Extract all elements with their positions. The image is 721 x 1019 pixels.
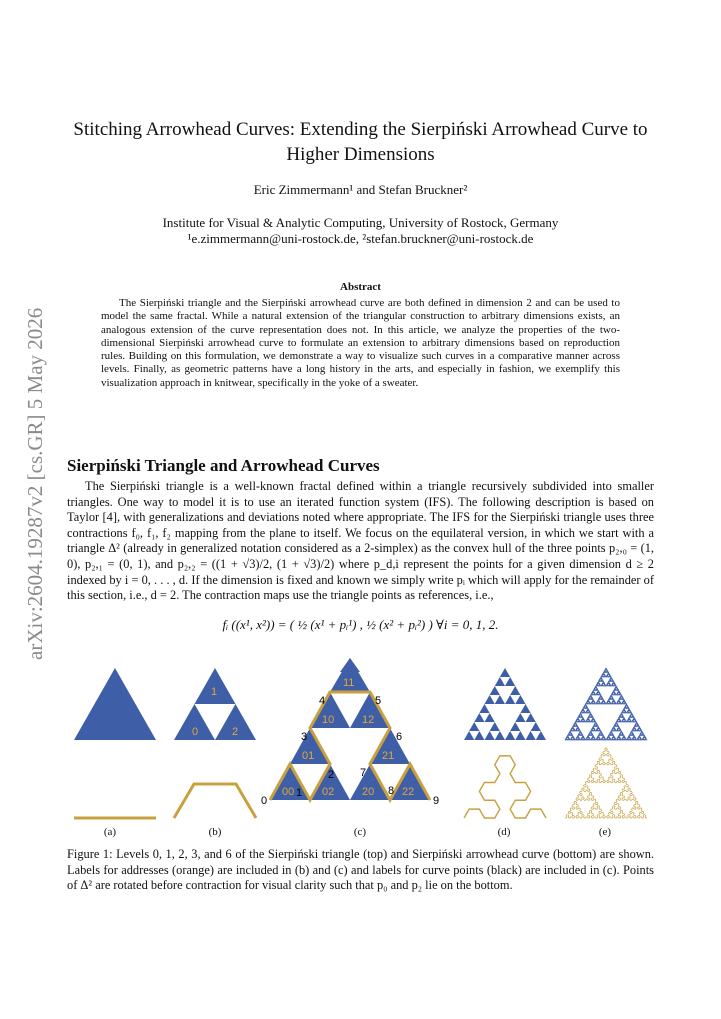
- contraction-equation: fᵢ ((x¹, x²)) = ( ½ (x¹ + pᵢ¹) , ½ (x² + pᵢ²) ) ∀i = 0, 1, 2.: [222, 617, 499, 632]
- subfigure-label-e: (e): [598, 826, 612, 838]
- subfigure-b: [174, 668, 256, 818]
- sierpinski-cell: [490, 722, 500, 731]
- curve-point-label: 8: [388, 785, 395, 797]
- sierpinski-cell: [485, 695, 495, 704]
- sierpinski-cell: [531, 722, 541, 731]
- affiliation: Institute for Visual & Analytic Computing, University of Rostock, Germany: [162, 215, 559, 230]
- address-label: 0: [192, 726, 199, 738]
- author-emails: ¹e.zimmermann@uni-rostock.de, ²stefan.bruckner@uni-rostock.de: [187, 231, 534, 246]
- curve-point-label: 0: [261, 795, 268, 807]
- address-label: 1: [211, 686, 218, 698]
- arrowhead-curve: [464, 756, 546, 818]
- sierpinski-cell: [464, 731, 474, 740]
- paper-authors: Eric Zimmermann¹ and Stefan Bruckner²: [253, 182, 468, 197]
- arxiv-identifier: arXiv:2604.19287v2 [cs.GR] 5 May 2026: [23, 307, 47, 660]
- address-label: 11: [343, 677, 355, 689]
- sierpinski-cell: [469, 722, 479, 731]
- sierpinski-cell: [505, 695, 515, 704]
- address-label: 00: [282, 786, 295, 798]
- address-label: 22: [402, 786, 415, 798]
- sierpinski-cell: [495, 731, 505, 740]
- sierpinski-cell: [485, 731, 495, 740]
- sierpinski-cell: [510, 686, 520, 695]
- subfigure-a: [74, 668, 156, 818]
- address-label: 10: [322, 714, 335, 726]
- triangle-level-0: [74, 668, 156, 740]
- curve-point-label: 3: [301, 731, 308, 743]
- sierpinski-cell: [520, 704, 530, 713]
- sierpinski-cell: [505, 677, 515, 686]
- sierpinski-cell: [500, 668, 510, 677]
- address-label: 01: [302, 750, 315, 762]
- subfigure-c: [261, 658, 439, 807]
- arxiv-side-stamp: [12, 300, 52, 660]
- subfigure-label-c: (c): [353, 826, 367, 838]
- curve-point-label: 5: [375, 695, 382, 707]
- sierpinski-cell: [505, 731, 515, 740]
- curve-point-label: 9: [433, 795, 440, 807]
- sierpinski-cell: [515, 731, 525, 740]
- sierpinski-cell: [485, 713, 495, 722]
- address-label: 20: [362, 786, 375, 798]
- sierpinski-cell: [474, 713, 484, 722]
- arrowhead-curve: [565, 748, 647, 818]
- curve-point-label: 1: [296, 787, 303, 799]
- affiliation-block: [60, 215, 661, 247]
- address-label: 02: [322, 786, 335, 798]
- subfigure-label-d: (d): [497, 826, 511, 838]
- sierpinski-cell: [515, 695, 525, 704]
- section-heading: Sierpiński Triangle and Arrowhead Curves: [67, 456, 380, 475]
- figure-1: [60, 656, 661, 836]
- sierpinski-cell: [474, 731, 484, 740]
- sierpinski-cell: [479, 704, 489, 713]
- address-label: 21: [382, 750, 395, 762]
- curve-point-label: 4: [319, 695, 326, 707]
- sierpinski-cell: [510, 722, 520, 731]
- sierpinski-cell: [515, 713, 525, 722]
- paper-title: Stitching Arrowhead Curves: Extending the Sierpiński Arrowhead Curve to Higher Dimensions: [73, 119, 648, 165]
- sierpinski-cell: [526, 731, 536, 740]
- body-paragraph: The Sierpiński triangle is a well-known fractal defined within a triangle recursively subdivided into smaller triangles. One way to model it is to use an iterated function system (IFS). The following description is based on Taylor [4], with generalizations and deviations noted where appropriate. The IFS for the Sierpiński triangle uses three contractions f₀, f₁, f₂ mapping from the plane to itself. We focus on the equilateral version, in which we start with a triangle Δ² (already in generalized notation considered as a 2-simplex) as the convex hull of the three points p₂,₀ = (1, 0), p₂,₁ = (0, 1), and p₂,₂ = ((1 + √3)/2, (1 + √3)/2) where p_d,i represent the points for a given dimension d ≥ 2 indexed by i = 0, . . . , d. If the dimension is fixed and known we simply write pᵢ which will apply for the remainder of this section, i.e., d = 2. The contraction maps use the triangle points as references, i.e.,: [67, 479, 654, 603]
- subfigure-label-a: (a): [103, 826, 117, 838]
- curve-point-label: 2: [328, 769, 335, 781]
- subfigure-d: [464, 668, 546, 818]
- address-label: 12: [362, 714, 375, 726]
- sierpinski-cell: [495, 677, 505, 686]
- subfigure-label-b: (b): [208, 826, 222, 838]
- sierpinski-cell: [536, 731, 546, 740]
- address-label: 2: [232, 726, 239, 738]
- sierpinski-cell: [495, 695, 505, 704]
- abstract-heading: Abstract: [340, 281, 381, 293]
- sierpinski-cell: [490, 686, 500, 695]
- abstract-text: The Sierpiński triangle and the Sierpiński arrowhead curve are both defined in dimension 2 and can be used to model the same fractal. While a natural extension of the triangular construction to arbitrary dimensions exists, an analogous extension of the curve representation does not. In this article, we analyze the properties of the two-dimensional Sierpiński arrowhead curve to formulate an extension to arbitrary dimensions based on reproduction rules. Building on this formulation, we demonstrate a way to visualize such curves in a comparative manner across levels. Finally, as geometric patterns have a long history in the arts, and especially in fashion, we exemplify this visualization approach in knitwear, specifically in the yoke of a sweater.: [101, 297, 620, 389]
- subfigure-e: [565, 668, 647, 818]
- sierpinski-cell: [526, 713, 536, 722]
- curve-level-1: [174, 784, 256, 818]
- curve-point-label: 7: [360, 767, 367, 779]
- curve-point-label: 6: [396, 731, 403, 743]
- figure-caption: Figure 1: Levels 0, 1, 2, 3, and 6 of the Sierpiński triangle (top) and Sierpiński arrowhead curve (bottom) are shown. Labels for addresses (orange) are included in (b) and (c) and labels for curve points (black) are included in (c). Points of Δ² are rotated before contraction for visual clarity such that p₀ and p₂ lie on the bottom.: [67, 847, 654, 893]
